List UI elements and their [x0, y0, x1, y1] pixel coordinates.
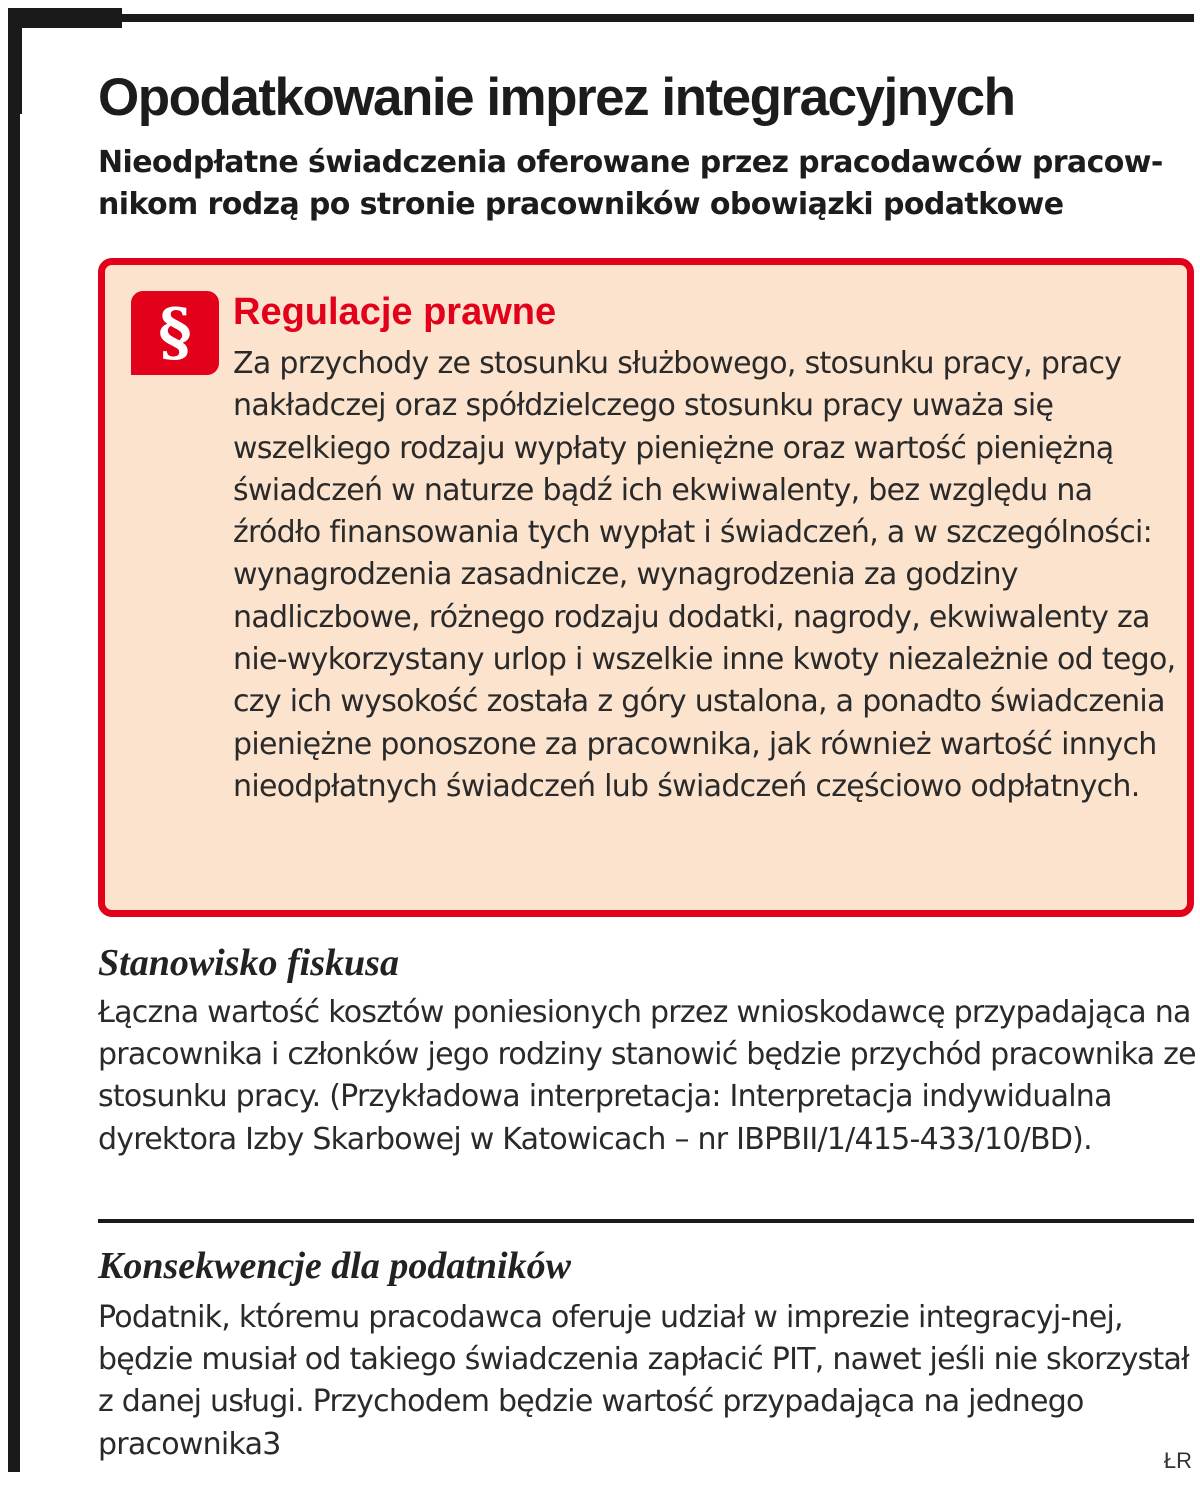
frame-left-rule [8, 14, 20, 1472]
frame-left-corner [8, 28, 22, 114]
legal-box-heading: Regulacje prawne [233, 291, 557, 333]
section-heading-tax-authority: Stanowisko fiskusa [98, 942, 399, 984]
article-title: Opodatkowanie imprez integracyjnych [98, 68, 1015, 127]
frame-top-corner [8, 8, 122, 28]
section-text-consequences: Podatnik, któremu pracodawca oferuje udział w imprezie integracyj-nej, będzie musiał od takiego świadczenia zapłacić PIT, nawet jeśli nie skorzystał z danej usługi. Przychodem będzie wartość przypadająca na jednego pracownika3 [98, 1300, 1189, 1462]
section-divider [98, 1219, 1194, 1223]
legal-regulations-box [98, 258, 1194, 917]
paragraph-icon: § [131, 291, 219, 375]
legal-box-text: Za przychody ze stosunku służbowego, stosunku pracy, pracy nakładczej oraz spółdzielczego stosunku pracy uważa się wszelkiego rodzaju wypłaty pieniężne oraz wartość pieniężną świadczeń w naturze bądź ich ekwiwalenty, bez względu na źródło finansowania tych wypłat i świadczeń, a w szczególności: wynagrodzenia zasadnicze, wynagrodzenia za godziny nadliczbowe, różnego rodzaju dodatki, nagrody, ekwiwalenty za nie-wykorzystany urlop i wszelkie inne kwoty niezależnie od tego, czy ich wysokość została z góry ustalona, a ponadto świadczenia pieniężne ponoszone za pracownika, jak również wartość innych nieodpłatnych świadczeń lub świadczeń częściowo odpłatnych. [233, 346, 1176, 804]
article-subtitle: Nieodpłatne świadczenia oferowane przez pracodawców pracow-nikom rodzą po stronie pracowników obowiązki podatkowe [98, 145, 1163, 222]
section-text-tax-authority: Łączna wartość kosztów poniesionych przez wnioskodawcę przypadająca na pracownika i członków jego rodziny stanowić będzie przychód pracownika ze stosunku pracy. (Przykładowa interpretacja: Interpretacja indywidualna dyrektora Izby Skarbowej w Katowicach – nr IBPBII/1/415-433/10/BD). [98, 995, 1196, 1157]
author-credit: ŁR [1163, 1448, 1192, 1473]
section-heading-consequences: Konsekwencje dla podatników [98, 1245, 571, 1287]
frame-top-rule [8, 14, 1194, 22]
